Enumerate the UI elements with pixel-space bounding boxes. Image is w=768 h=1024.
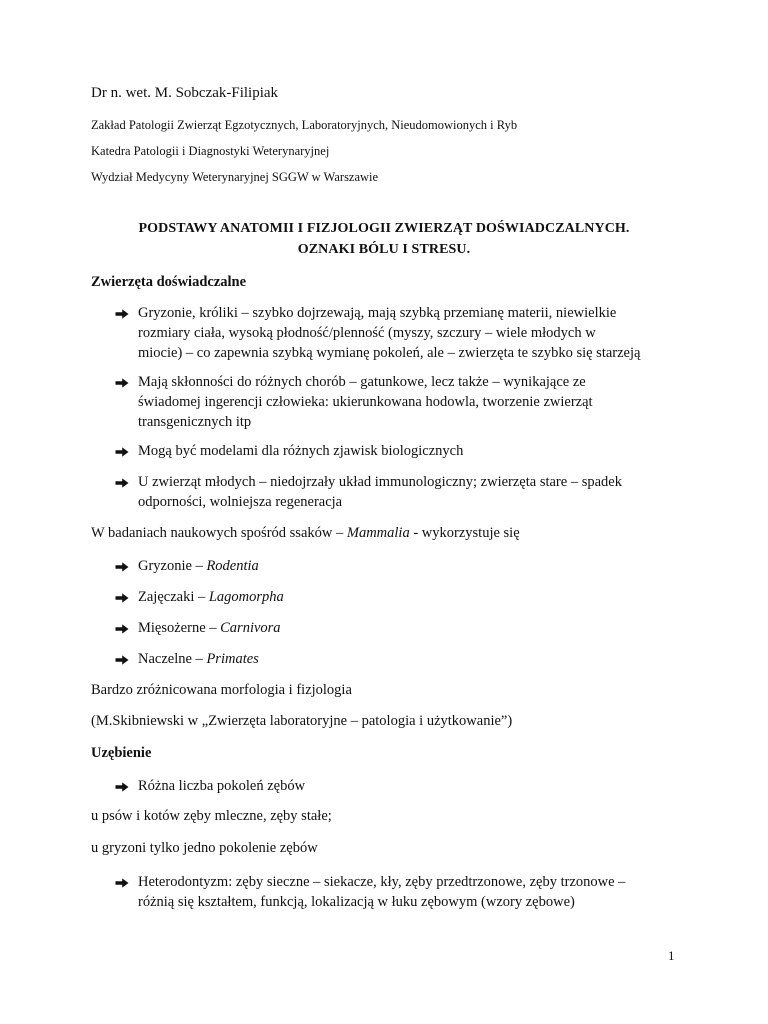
right-arrow-bullet-icon [115, 309, 129, 319]
morphology-text: Bardzo zróżnicowana morfologia i fizjologia [91, 682, 352, 698]
right-arrow-bullet-icon [115, 878, 129, 888]
author-name: Dr n. wet. M. Sobczak-Filipiak [91, 85, 279, 101]
bullet-line: Gryzonie, króliki – szybko dojrzewają, mają szybką przemianę materii, niewielkie [138, 305, 617, 321]
order-latin: Carnivora [220, 620, 281, 636]
mammals-latin: Mammalia [346, 525, 410, 541]
mammals-intro-suffix: - wykorzystuje się [409, 525, 520, 541]
right-arrow-bullet-icon [115, 478, 129, 488]
bullet-models [138, 441, 463, 461]
bullet-line: świadomej ingerencji człowieka: ukierunkowana hodowla, tworzenie zwierząt [138, 394, 593, 410]
order-latin: Primates [206, 651, 259, 667]
section-heading-animals: Zwierzęta doświadczalne [91, 274, 247, 290]
bullet-disease-tendencies [138, 372, 593, 432]
order-name: Gryzonie – [138, 558, 207, 574]
right-arrow-bullet-icon [115, 593, 129, 603]
bullet-heterodontism [138, 872, 625, 912]
rodents-teeth-line: u gryzoni tylko jedno pokolenie zębów [91, 840, 318, 856]
chair-name: Katedra Patologii i Diagnostyki Weterynaryjnej [91, 144, 330, 158]
right-arrow-bullet-icon [115, 447, 129, 457]
order-lagomorpha [138, 587, 284, 607]
document-title-line2: OZNAKI BÓLU I STRESU. [297, 242, 471, 257]
document-title-line1: PODSTAWY ANATOMII I FIZJOLOGII ZWIERZĄT DOŚWIADCZALNYCH. [138, 221, 630, 236]
faculty-name: Wydział Medycyny Weterynaryjnej SGGW w Warszawie [91, 170, 379, 184]
department-name: Zakład Patologii Zwierząt Egzotycznych, Laboratoryjnych, Nieudomowionych i Ryb [91, 118, 518, 132]
bullet-line: odporności, wolniejsza regeneracja [138, 494, 343, 510]
bullet-teeth-generations: Różna liczba pokoleń zębów [138, 778, 306, 794]
right-arrow-bullet-icon [115, 624, 129, 634]
right-arrow-bullet-icon [115, 378, 129, 388]
order-rodentia [138, 556, 259, 576]
right-arrow-bullet-icon [115, 655, 129, 665]
mammals-intro [91, 525, 520, 542]
bullet-line: różnią się kształtem, funkcją, lokalizacją w łuku zębowym (wzory zębowe) [138, 894, 575, 910]
morphology-reference: (M.Skibniewski w „Zwierzęta laboratoryjne – patologia i użytkowanie”) [91, 713, 513, 729]
order-carnivora [138, 618, 281, 638]
right-arrow-bullet-icon [115, 562, 129, 572]
order-name: Zajęczaki – [138, 589, 209, 605]
page-number: 1 [668, 948, 675, 963]
order-name: Naczelne – [138, 651, 207, 667]
bullet-line: miocie) – co zapewnia szybką wymianę pokoleń, ale – zwierzęta te szybko się starzeją [138, 345, 641, 361]
right-arrow-bullet-icon [115, 782, 129, 792]
mammals-intro-prefix: W badaniach naukowych spośród ssaków – [91, 525, 347, 541]
order-name: Mięsożerne – [138, 620, 221, 636]
order-latin: Rodentia [206, 558, 259, 574]
bullet-young-old [138, 472, 622, 512]
bullet-line: Heterodontyzm: zęby sieczne – siekacze, kły, zęby przedtrzonowe, zęby trzonowe – [138, 874, 626, 890]
order-latin: Lagomorpha [208, 589, 284, 605]
order-primates [138, 649, 259, 669]
dogs-cats-teeth-line: u psów i kotów zęby mleczne, zęby stałe; [91, 808, 332, 824]
bullet-line: Mają skłonności do różnych chorób – gatunkowe, lecz także – wynikające ze [138, 374, 586, 390]
bullet-line: U zwierząt młodych – niedojrzały układ immunologiczny; zwierzęta stare – spadek [138, 474, 622, 490]
bullet-rodents-rabbits [138, 303, 640, 363]
bullet-line: rozmiary ciała, wysoką płodność/plenność (myszy, szczury – wiele młodych w [138, 325, 596, 341]
section-heading-dentition: Uzębienie [91, 745, 152, 761]
bullet-line: Mogą być modelami dla różnych zjawisk biologicznych [138, 443, 464, 459]
bullet-line: transgenicznych itp [138, 414, 252, 430]
